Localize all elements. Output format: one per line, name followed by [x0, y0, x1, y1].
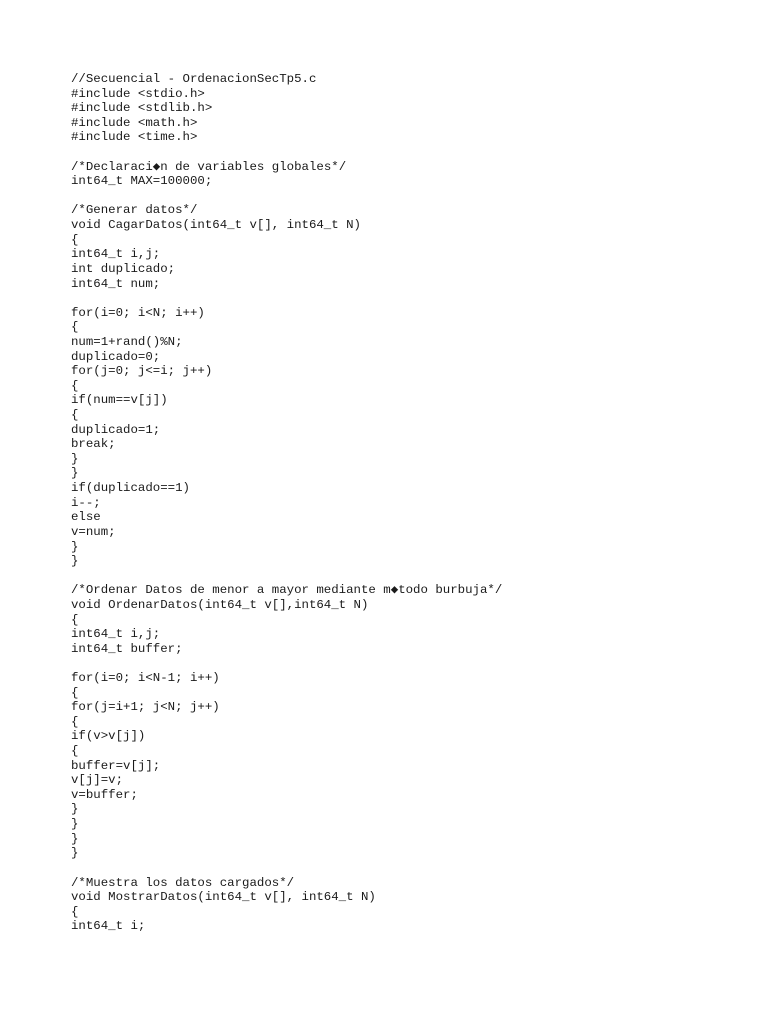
code-line: /*Muestra los datos cargados*/ [71, 875, 295, 890]
code-line: v=num; [71, 524, 116, 539]
code-line: /*Generar datos*/ [71, 203, 198, 218]
code-line: { [71, 612, 79, 627]
code-line [71, 145, 502, 160]
code-line: } [71, 451, 79, 466]
code-line: { [71, 320, 79, 335]
code-line: //Secuencial - OrdenacionSecTp5.c [71, 72, 317, 86]
code-line: if(v>v[j]) [71, 729, 146, 744]
code-line: buffer=v[j]; [71, 758, 161, 773]
code-line [71, 291, 502, 306]
code-line: duplicado=1; [71, 422, 161, 437]
code-line: } [71, 539, 79, 554]
code-line: duplicado=0; [71, 349, 161, 364]
code-line [71, 189, 502, 204]
code-line: num=1+rand()%N; [71, 334, 183, 349]
code-line: #include <stdlib.h> [71, 101, 213, 116]
code-line: v=buffer; [71, 787, 138, 802]
code-line [71, 861, 502, 876]
code-line: { [71, 378, 79, 393]
code-line: #include <time.h> [71, 130, 198, 145]
code-line: { [71, 714, 79, 729]
code-line: { [71, 408, 79, 423]
code-line: break; [71, 437, 116, 452]
code-line [71, 656, 502, 671]
code-line: } [71, 817, 79, 832]
code-line: { [71, 232, 79, 247]
code-line: if(num==v[j]) [71, 393, 168, 408]
code-line: int64_t i,j; [71, 627, 161, 642]
code-line: } [71, 831, 79, 846]
code-line: int64_t MAX=100000; [71, 174, 213, 189]
code-line: } [71, 466, 79, 481]
code-line: /*Declaraci◆n de variables globales*/ [71, 159, 347, 174]
code-line: void MostrarDatos(int64_t v[], int64_t N) [71, 890, 376, 905]
code-line: #include <stdio.h> [71, 86, 205, 101]
code-line: i--; [71, 495, 101, 510]
code-line: void OrdenarDatos(int64_t v[],int64_t N) [71, 597, 369, 612]
code-line: } [71, 802, 79, 817]
code-line: } [71, 554, 79, 569]
code-line: { [71, 744, 79, 759]
code-line: if(duplicado==1) [71, 481, 190, 496]
code-line: int64_t num; [71, 276, 161, 291]
code-line: for(i=0; i<N-1; i++) [71, 670, 220, 685]
code-line: { [71, 685, 79, 700]
code-line: void CagarDatos(int64_t v[], int64_t N) [71, 218, 361, 233]
code-line: for(j=0; j<=i; j++) [71, 364, 213, 379]
code-line: int duplicado; [71, 261, 176, 276]
code-line: } [71, 846, 79, 861]
code-line: int64_t i,j; [71, 247, 161, 262]
code-line: v[j]=v; [71, 773, 124, 788]
code-line: { [71, 904, 79, 919]
code-line: else [71, 510, 101, 525]
code-line: int64_t i; [71, 919, 146, 934]
code-line: #include <math.h> [71, 115, 198, 130]
code-line: int64_t buffer; [71, 641, 183, 656]
code-line: for(j=i+1; j<N; j++) [71, 700, 220, 715]
code-line: for(i=0; i<N; i++) [71, 305, 205, 320]
source-code-block [71, 72, 502, 934]
code-line [71, 569, 502, 584]
code-line: /*Ordenar Datos de menor a mayor mediante m◆todo burbuja*/ [71, 583, 503, 598]
